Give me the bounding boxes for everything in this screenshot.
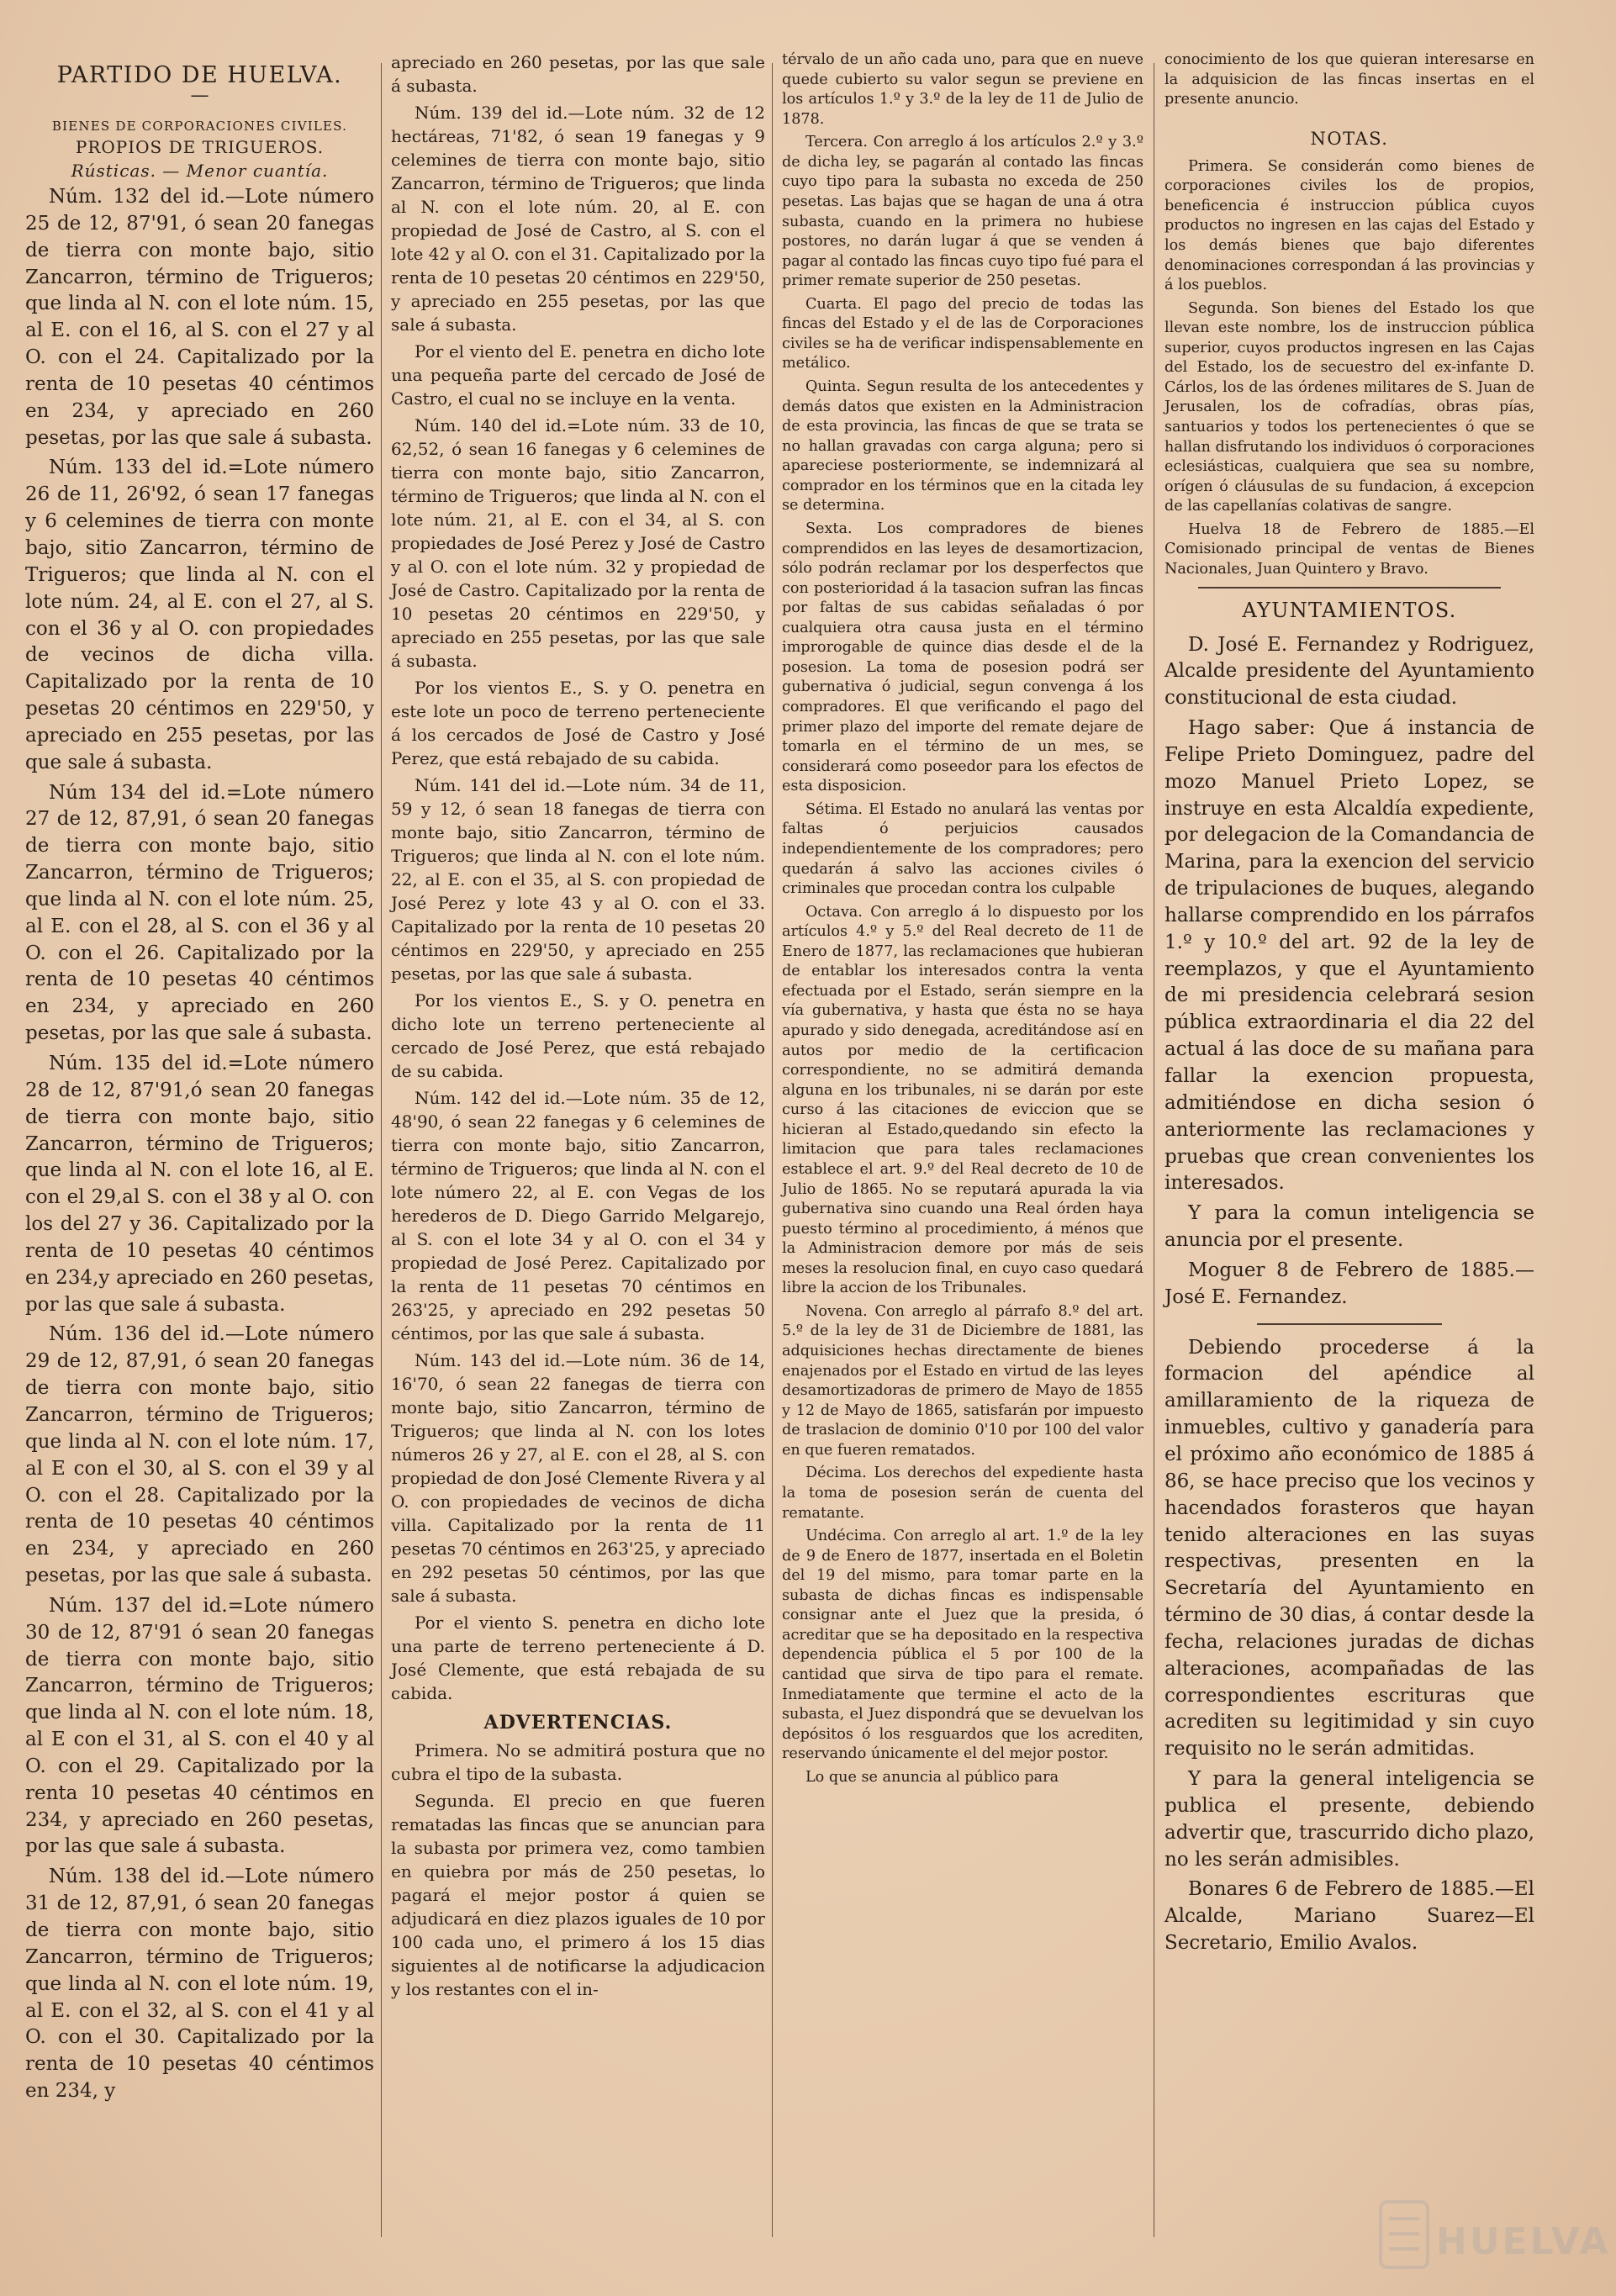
lot-note: Por el viento S. penetra en dicho lote una parte de terreno perteneciente á D. José Clemente, que está rebajada de su cabida. (391, 1612, 765, 1703)
notice-separator (1257, 1323, 1442, 1325)
lot-paragraph: apreciado en 260 pesetas, por las que sale á subasta. (391, 52, 765, 96)
lot-paragraph: Núm. 139 del id.—Lote núm. 32 de 12 hectáreas, 71'82, ó sean 19 fanegas y 9 celemines de tierra con monte bajo, sitio Zancarron, término de Trigueros; que linda al N. con el lote núm. 20, al E. con propiedad de José de Castro, al S. con el lote 42 y al O. con el 31. Capitalizado por la renta de 10 pesetas 20 céntimos en 229'50, y apreciado en 255 pesetas, por las que sale á subasta. (391, 103, 765, 335)
notas-title: NOTAS. (1310, 128, 1389, 149)
column-4 (1164, 50, 1534, 2262)
advertencia-paragraph: Primera. No se admitirá postura que no cubra el tipo de la subasta. (391, 1740, 765, 1784)
lot-paragraph: Núm 134 del id.=Lote número 27 de 12, 87,91, ó sean 20 fanegas de tierra con monte bajo, sitio Zancarron, término de Trigueros; que linda al N. con el lote núm. 25, al E. con el 28, al S. con el 36 y al O. con el 26. Capitalizado por la renta de 10 pesetas 40 céntimos en 234, y apreciado en 260 pesetas, por las que sale á subasta. (25, 781, 374, 1045)
column-2 (391, 50, 765, 2262)
signature-line: Moguer 8 de Febrero de 1885.—José E. Fernandez. (1164, 1259, 1534, 1308)
advertencia-paragraph: Lo que se anuncia al público para (805, 1768, 1059, 1786)
lot-paragraph: Núm. 141 del id.—Lote núm. 34 de 11, 59 y 12, ó sean 18 fanegas de tierra con monte bajo, sitio Zancarron, término de Trigueros; que linda al N. con el lote núm. 22, al E. con el 35, al S. con propiedad de José Perez y lote 43 y al O. con el 33. Capitalizado por la renta de 10 pesetas 20 céntimos en 229'50, y apreciado en 255 pesetas, por las que sale á subasta. (391, 775, 765, 984)
lot-paragraph: Núm. 135 del id.=Lote número 28 de 12, 87'91,ó sean 20 fanegas de tierra con monte bajo, sitio Zancarron, término de Trigueros; que linda al N. con el lote 16, al E. con el 29,al S. con el 38 y al O. con los del 27 y 36. Capitalizado por la renta de 10 pesetas 40 céntimos en 234,y apreciado en 260 pesetas, por las que sale á subasta. (25, 1053, 374, 1316)
lot-note: Por el viento del E. penetra en dicho lote una pequeña parte del cercado de José de Castro, el cual no se incluye en la venta. (391, 341, 765, 409)
announcement-continuation: conocimiento de los que quieran interesarse en la adquisicion de las fincas insertas en el presente anuncio. (1164, 51, 1534, 108)
nota-paragraph: Segunda. Son bienes del Estado los que llevan este nombre, los de instruccion pública superior, cuyos productos ingresen en las Cajas del Estado, los de secuestro del ex-infante D. Cárlos, los de las órdenes militares de S. Juan de Jerusalen, los de cofradías, obras pías, santuarios y todos los pertenecientes ó que se hallan disfrutando los individuos ó corporaciones eclesiásticas, cualquiera que sea su nombre, orígen ó cláusulas de su fundacion, á excepcion de las capellanías colativas de sangre. (1164, 299, 1534, 515)
advertencia-paragraph: Novena. Con arreglo al párrafo 8.º del art. 5.º de la ley de 31 de Diciembre de 1881, las adquisiciones hechas directamente de bienes enajenados por el Estado en virtud de las leyes desamortizadoras de primero de Mayo de 1855 y 12 de Mayo de 1865, satisfarán por impuesto de traslacion de dominio 0'10 por 100 del valor en que fueren rematados. (782, 1302, 1143, 1459)
lot-paragraph: Núm. 132 del id.—Lote número 25 de 12, 87'91, ó sean 20 fanegas de tierra con monte bajo, sitio Zancarron, término de Trigueros; que linda al N. con el lote núm. 15, al E. con el 16, al S. con el 27 y al O. con el 24. Capitalizado por la renta de 10 pesetas 40 céntimos en 234, y apreciado en 260 pesetas, por las que sale á subasta. (25, 186, 374, 449)
lot-paragraph: Núm. 137 del id.=Lote número 30 de 12, 87'91 ó sean 20 fanegas de tierra con monte bajo, sitio Zancarron, término de Trigueros; que linda al N. con el lote núm. 18, al E con el 31, al S. con el 40 y al O. con el 29. Capitalizado por la renta 10 pesetas 40 céntimos en 234, y apreciado en 260 pesetas, por las que sale á subasta. (25, 1594, 374, 1858)
advertencia-paragraph: Cuarta. El pago del precio de todas las fincas del Estado y el de las de Corporaciones civiles se ha de verificar indispensablemente en metálico. (782, 295, 1143, 372)
lot-paragraph: Núm. 136 del id.—Lote número 29 de 12, 87,91, ó sean 20 fanegas de tierra con monte bajo, sitio Zancarron, término de Trigueros; que linda al N. con el lote núm. 17, al E con el 30, al S. con el 39 y al O. con el 28. Capitalizado por la renta de 10 pesetas 40 céntimos en 234, y apreciado en 260 pesetas, por las que sale á subasta. (25, 1323, 374, 1587)
lot-paragraph: Núm. 143 del id.—Lote núm. 36 de 14, 16'70, ó sean 22 fanegas de tierra con monte bajo, sitio Zancarron, término de Trigueros; que linda al N. con los lotes números 26 y 27, al E. con el 28, al S. con propiedad de don José Clemente Rivera y al O. con propiedades de vecinos de dicha villa. Capitalizado por la renta de 11 pesetas 70 céntimos en 263'25, y apreciado en 292 pesetas 50 céntimos, por las que sale á subasta. (391, 1350, 765, 1606)
advertencia-paragraph: Sexta. Los compradores de bienes comprendidos en las leyes de desamortizacion, sólo podrán reclamar por los desperfectos que con posterioridad á la tasacion sufran las fincas por faltas de sus cabidas señaladas ó por cualquiera otra causa justa en el término improrogable de quince dias desde el de la posesion. La toma de posesion podrá ser gubernativa ó judicial, segun convenga á los compradores. El que verificando el pago del primer plazo del importe del remate dejare de tomarla en el término de un mes, se considerará como poseedor para los efectos de esta disposicion. (782, 520, 1143, 795)
lot-paragraph: Núm. 138 del id.—Lote número 31 de 12, 87,91, ó sean 20 fanegas de tierra con monte bajo, sitio Zancarron, término de Trigueros; que linda al N. con el lote núm. 19, al E. con el 32, al S. con el 41 y al O. con el 30. Capitalizado por la renta de 10 pesetas 40 céntimos en 234, y (25, 1866, 374, 2103)
lot-note: Por los vientos E., S. y O. penetra en este lote un poco de terreno perteneciente á los cercados de José de Castro y José Perez, que está rebajado de su cabida. (391, 678, 765, 768)
ayuntamientos-title: AYUNTAMIENTOS. (1242, 598, 1457, 622)
nota-paragraph: Primera. Se considerán como bienes de corporaciones civiles los de propios, beneficencia é instruccion pública cuyos productos no ingresen en las cajas del Estado y los demás bienes que bajo diferentes denominaciones correspondan á las provincias y á los pueblos. (1164, 157, 1534, 294)
subsection-subtitle: PROPIOS DE TRIGUEROS. (75, 137, 325, 157)
ayuntamiento-paragraph: Y para la general inteligencia se publica el presente, debiendo advertir que, trascurrido dicho plazo, no les serán admisibles. (1164, 1768, 1534, 1871)
column-3 (782, 50, 1143, 2262)
lot-paragraph: Núm. 133 del id.=Lote número 26 de 11, 26'92, ó sean 17 fanegas y 6 celemines de tierra con monte bajo, sitio Zancarron, término de Trigueros; que linda al N. con el lote núm. 24, al E. con el 27, al S. con el 36 y al O. con propiedades de vecinos de dicha villa. Capitalizado por la renta de 10 pesetas 20 céntimos en 229'50, y apreciado en 255 pesetas, por las que sale á subasta. (25, 457, 374, 773)
ayuntamiento-paragraph: Debiendo procederse á la formacion del apéndice al amillaramiento de la riqueza de inmuebles, cultivo y ganadería para el próximo año económico de 1885 á 86, se hace preciso que los vecinos y hacendados forasteros que hayan tenido alteraciones en las suyas respectivas, presenten en la Secretaría del Ayuntamiento en término de 30 dias, á contar desde la fecha, relaciones juradas de dichas alteraciones, acompañadas de las correspondientes escrituras que acrediten su legitimidad y sin cuyo requisito no le serán admitidas. (1164, 1336, 1534, 1760)
column-rule (381, 63, 382, 2237)
section-separator (1198, 587, 1501, 589)
advertencia-paragraph: Tercera. Con arreglo á los artículos 2.º y 3.º de dicha ley, se pagarán al contado las fincas cuyo tipo para la subasta no exceda de 250 pesetas. Las bajas que se hagan de una á otra subasta, cuando en la primera no hubiese postores, no darán lugar á que se venden á pagar al contado las fincas cuyo tipo fué para el primer remate superior de 250 pesetas. (782, 134, 1143, 290)
advertencias-title: ADVERTENCIAS. (483, 1712, 673, 1734)
advertencia-paragraph: Segunda. El precio en que fueren rematadas las fincas que se anuncian para la subasta por primera vez, como tambien en quiebra por más de 250 pesetas, lo pagará el mejor postor á quien se adjudicará en diez plazos iguales de 10 por 100 cada uno, el primero á los 15 dias siguientes al de notificarse la adjudicacion y los restantes con el in- (391, 1791, 765, 1999)
column-rule (772, 63, 773, 2237)
advertencia-paragraph: Undécima. Con arreglo al art. 1.º de la ley de 9 de Enero de 1877, insertada en el Boletin del 19 del mismo, para tomar parte en la subasta de dichas fincas es indispensable consignar ante el Juez que la presida, ó acreditar que se ha depositado en la respectiva dependencia pública el 5 por 100 de la cantidad que sirva de tipo para el remate. Inmediatamente que termine el acto de la subasta, el Juez dispondrá que se devuelvan los depósitos ó los resguardos que los acrediten, reservando únicamente el del mejor postor. (782, 1528, 1143, 1763)
advertencia-paragraph: térvalo de un año cada uno, para que en nueve quede cubierto su valor segun se previene en los artículos 1.º y 3.º de la ley de 11 de Julio de 1878. (782, 51, 1143, 128)
municipal-seal-icon (1381, 2202, 1428, 2267)
title-dash: — (190, 85, 209, 106)
signature-line: Huelva 18 de Febrero de 1885.—El Comisionado principal de ventas de Bienes Nacionales, Juan Quintero y Bravo. (1164, 520, 1534, 578)
lot-paragraph: Núm. 140 del id.=Lote núm. 33 de 10, 62,52, ó sean 16 fanegas y 6 celemines de tierra con monte bajo, sitio Zancarron, término de Trigueros; que linda al N. con el lote núm. 21, al E. con el 34, al S. con propiedades de José Perez y José de Castro y al O. con el lote núm. 32 y propiedad de José de Castro. Capitalizado por la renta de 10 pesetas 20 céntimos en 229'50, y apreciado en 255 pesetas, por las que sale á subasta. (391, 415, 765, 671)
watermark-text: HUELVA (1436, 2220, 1611, 2263)
subsection-title: BIENES DE CORPORACIONES CIVILES. (51, 119, 348, 134)
lot-note: Por los vientos E., S. y O. penetra en dicho lote un terreno perteneciente al cercado de José Perez, que está rebajado de su cabida. (391, 990, 765, 1081)
signature-line: Bonares 6 de Febrero de 1885.—El Alcalde, Mariano Suarez—El Secretario, Emilio Avalos. (1164, 1878, 1534, 1955)
category-label: Rústicas. — Menor cuantía. (71, 161, 329, 181)
advertencia-paragraph: Sétima. El Estado no anulará las ventas por faltas ó perjuicios causados independientemente de los compradores; pero quedarán á salvo las acciones civiles ó criminales que procedan contra los culpable (782, 800, 1143, 898)
ayuntamiento-paragraph: Hago saber: Que á instancia de Felipe Prieto Dominguez, padre del mozo Manuel Prieto Lopez, se instruye en esta Alcaldía expediente, por delegacion de la Comandancia de Marina, para la exencion del servicio de tripulaciones de buques, alegando hallarse comprendido en los párrafos 1.º y 10.º del art. 92 de la ley de reemplazos, y que el Ayuntamiento de mi presidencia celebrará sesion pública extraordinaria el dia 22 del actual á las doce de su mañana para fallar la exencion propuesta, admitiéndose en dicha sesion ó anteriormente las reclamaciones y pruebas que crean convenientes los interesados. (1164, 717, 1534, 1195)
advertencia-paragraph: Octava. Con arreglo á lo dispuesto por los artículos 4.º y 5.º del Real decreto de 11 de Enero de 1877, las reclamaciones que hubieran de entablar los interesados contra la venta efectuada por el Estado, serán siempre en la vía gubernativa, y hasta que ésta no se haya apurado y sido denegada, acreditándose así en autos por medio de la certificacion correspondiente, no se admitirá demanda alguna en los tribunales, ni se darán por este curso á las citaciones de eviccion que se hicieran al Estado,quedando sin efecto la limitacion que para tales reclamaciones establece el art. 9.º del Real decreto de 10 de Julio de 1865. No se reputará apurada la via gubernativa sino cuando una Real órden haya puesto término al procedimiento, á ménos que la Administracion demore por más de seis meses la resolucion final, en cuyo caso quedará libre la accion de los Tribunales. (782, 903, 1143, 1297)
ayuntamiento-paragraph: Y para la comun inteligencia se anuncia por el presente. (1164, 1202, 1534, 1252)
lot-paragraph: Núm. 142 del id.—Lote núm. 35 de 12, 48'90, ó sean 22 fanegas y 6 celemines de tierra con monte bajo, sitio Zancarron, término de Trigueros; que linda al N. con el lote número 22, al E. con Vegas de los herederos de D. Diego Garrido Melgarejo, al S. con el lote 34 y al O. con el 34 y propiedad de José Perez. Capitalizado por la renta de 11 pesetas 70 céntimos en 263'25, y apreciado en 292 pesetas 50 céntimos, por las que sale á subasta. (391, 1088, 765, 1343)
archive-watermark (1376, 2193, 1611, 2278)
ayuntamiento-paragraph: D. José E. Fernandez y Rodriguez, Alcalde presidente del Ayuntamiento constitucional de esta ciudad. (1164, 633, 1534, 710)
column-1 (25, 50, 374, 2262)
section-title: PARTIDO DE HUELVA. (56, 62, 343, 88)
advertencia-paragraph: Quinta. Segun resulta de los antecedentes y demás datos que existen en la Administracion de esta provincia, las fincas de que se trata se no hallan gravadas con carga alguna; pero si apareciese posteriormente, se indemnizará al comprador en los términos que en la citada ley se determina. (782, 378, 1143, 515)
advertencia-paragraph: Décima. Los derechos del expediente hasta la toma de posesion serán de cuenta del rematante. (782, 1465, 1143, 1522)
